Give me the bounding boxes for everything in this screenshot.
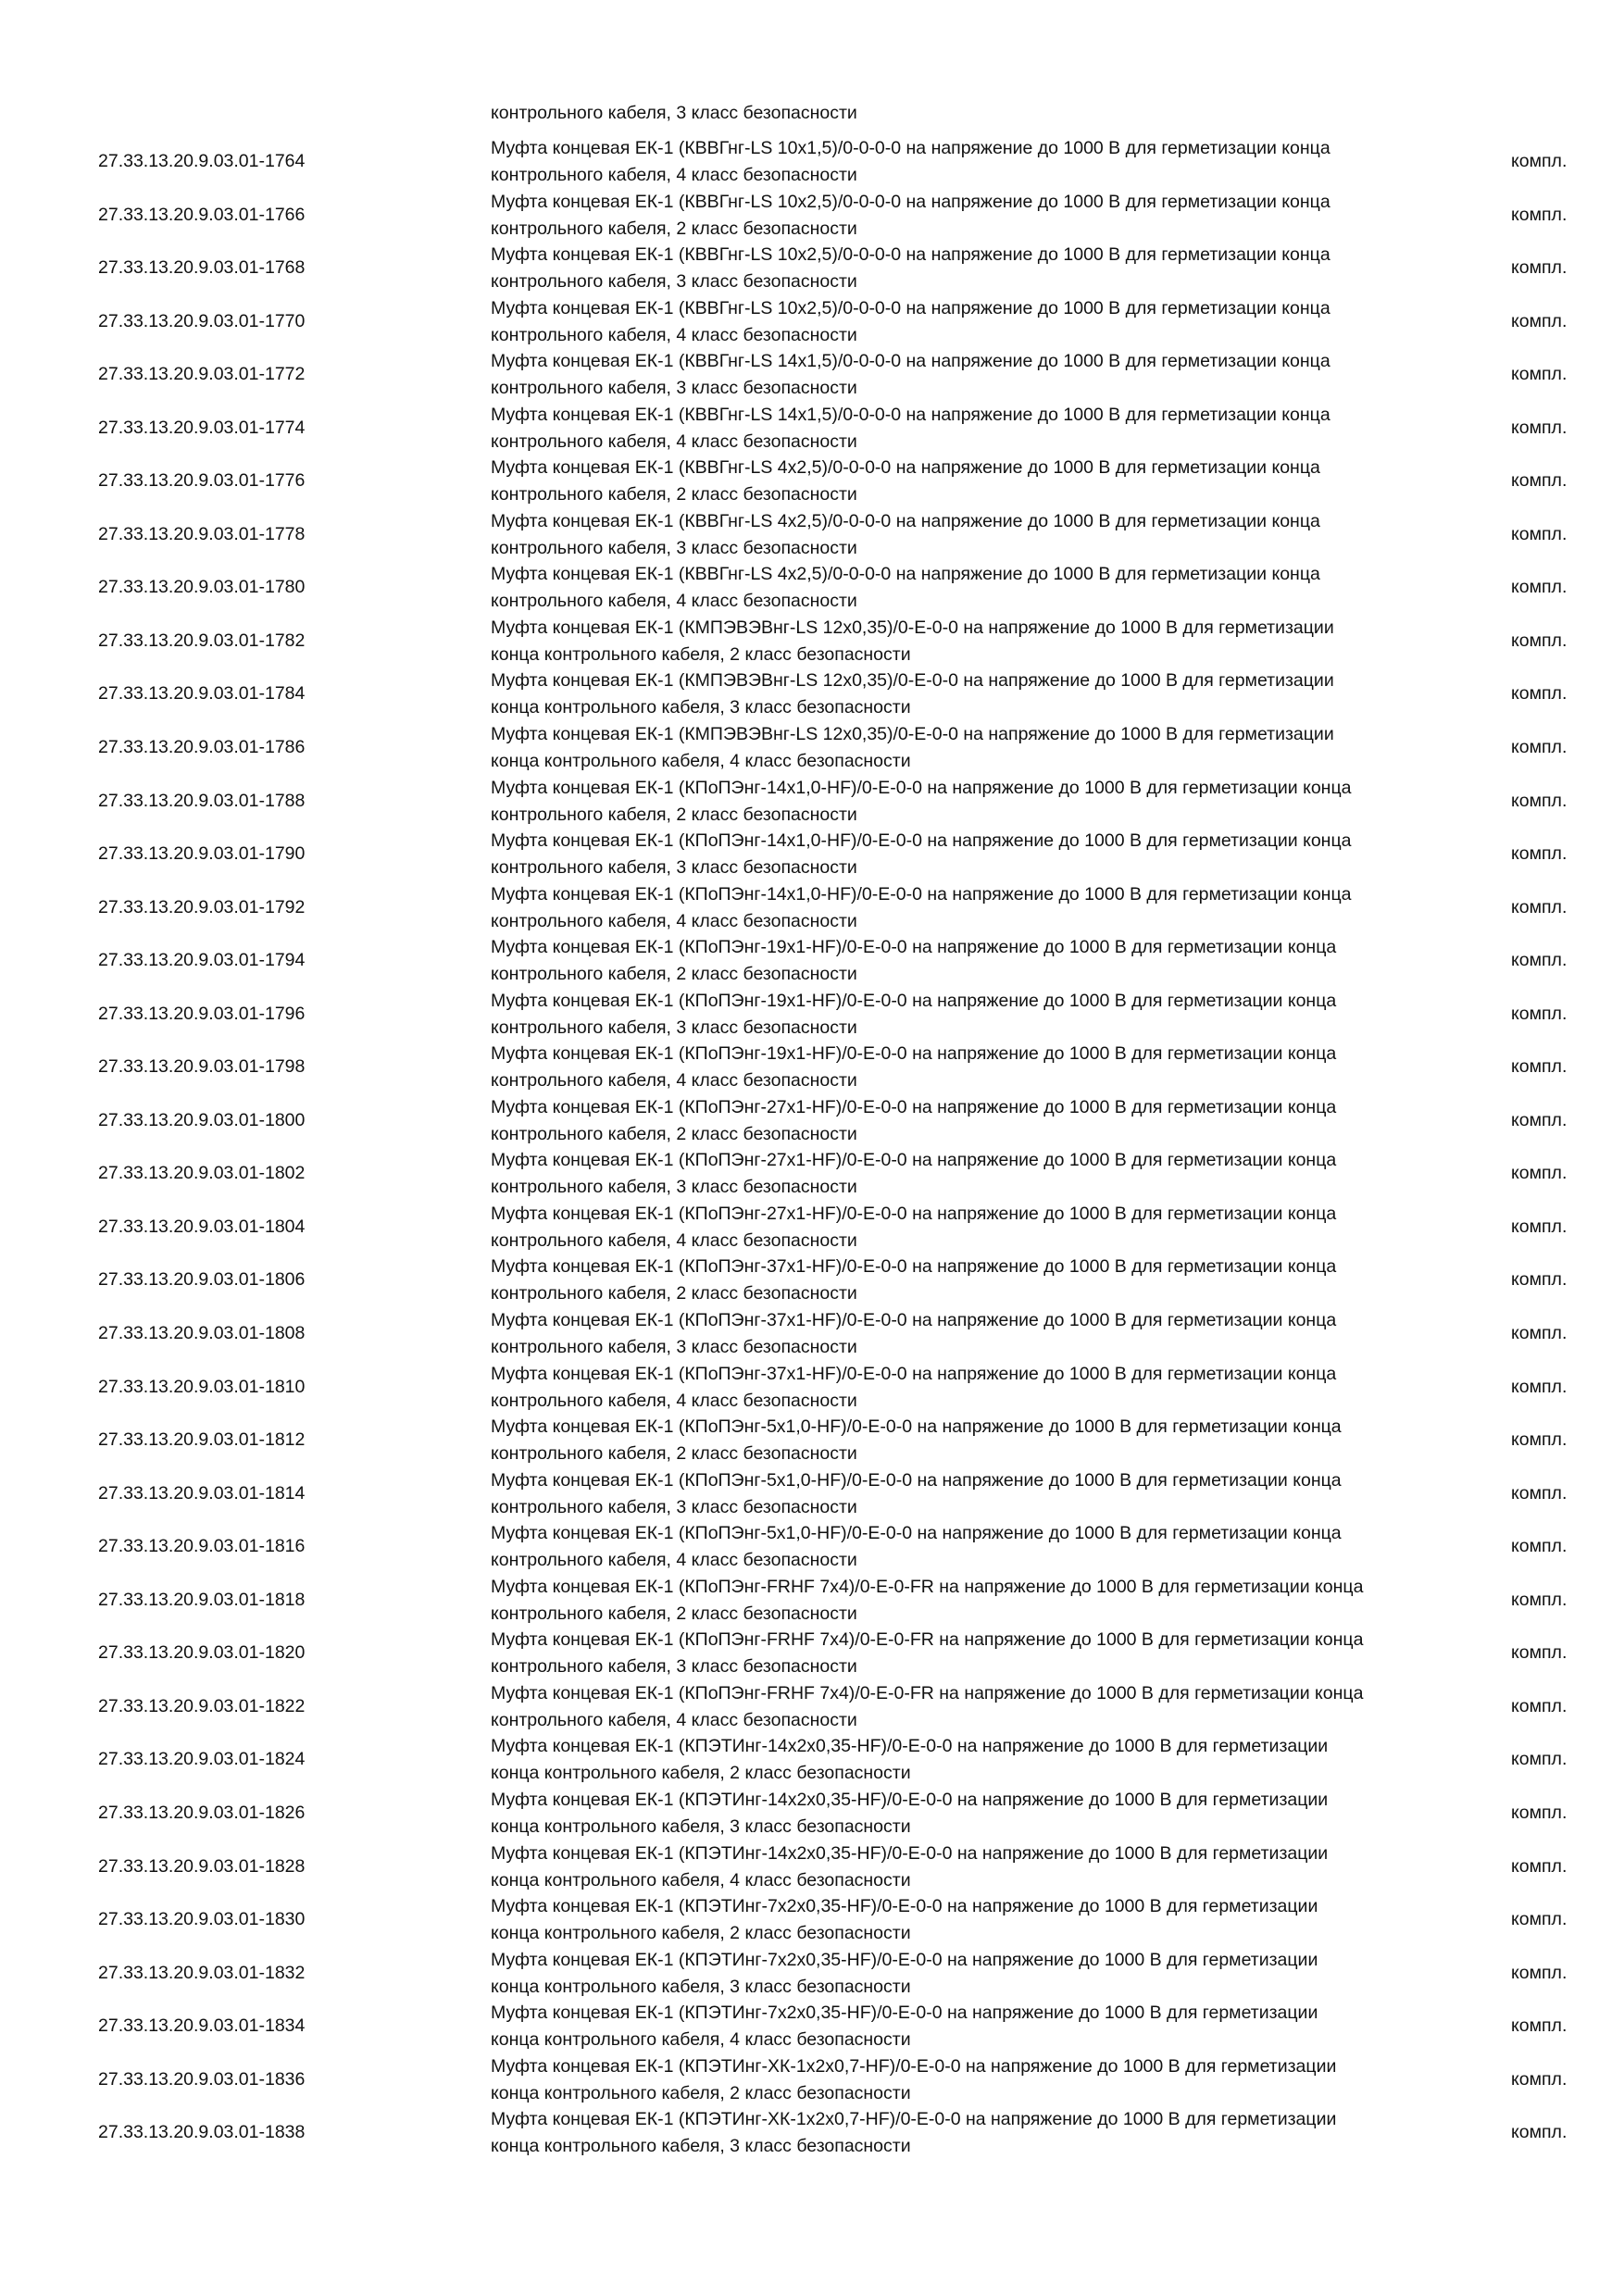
unit-of-measure: компл. (1511, 683, 1568, 705)
table-row (0, 1254, 1624, 1307)
description-line-2: контрольного кабеля, 3 класс безопасности (491, 378, 857, 399)
table-row (0, 2106, 1624, 2160)
table-row (0, 1414, 1624, 1467)
unit-of-measure: компл. (1511, 1589, 1568, 1610)
item-description (491, 2053, 1336, 2107)
description-line-2: контрольного кабеля, 2 класс безопасности (491, 1443, 857, 1465)
description-line-1: Муфта концевая ЕК-1 (КВВГнг-LS 4х2,5)/0-0-0-0 на напряжение до 1000 В для герметизации конца (491, 564, 1320, 585)
item-code: 27.33.13.20.9.03.01-1786 (98, 737, 306, 758)
description-line-2: контрольного кабеля, 3 класс безопасности (491, 1656, 857, 1678)
description-line-2: контрольного кабеля, 3 класс безопасности (491, 537, 857, 558)
table-row (0, 1094, 1624, 1148)
item-description (491, 881, 1351, 935)
item-code: 27.33.13.20.9.03.01-1818 (98, 1589, 306, 1610)
item-code: 27.33.13.20.9.03.01-1832 (98, 1962, 306, 1983)
table-row (0, 348, 1624, 402)
item-description (491, 1361, 1336, 1415)
unit-of-measure: компл. (1511, 630, 1568, 651)
item-code: 27.33.13.20.9.03.01-1814 (98, 1482, 306, 1504)
item-code: 27.33.13.20.9.03.01-1838 (98, 2122, 306, 2143)
item-description (491, 1094, 1336, 1148)
description-line-2: контрольного кабеля, 3 класс безопасности (491, 1017, 857, 1038)
description-line-2: контрольного кабеля, 4 класс безопасности (491, 1229, 857, 1251)
table-row (0, 1147, 1624, 1201)
description-line-2: контрольного кабеля, 2 класс безопасности (491, 804, 857, 825)
description-line-2: контрольного кабеля, 4 класс безопасности (491, 1550, 857, 1571)
item-description (491, 1680, 1363, 1734)
description-line-1: Муфта концевая ЕК-1 (КПоПЭнг-FRHF 7х4)/0-Е-0-FR на напряжение до 1000 В для герметизации конца (491, 1629, 1364, 1651)
description-line-1: Муфта концевая ЕК-1 (КПЭТИнг-ХК-1х2х0,7-HF)/0-Е-0-0 на напряжение до 1000 В для герметизации (491, 2055, 1337, 2077)
item-description (491, 1467, 1342, 1521)
item-description (491, 348, 1330, 402)
table-row (0, 1893, 1624, 1947)
description-line-1: Муфта концевая ЕК-1 (КМПЭВЭВнг-LS 12х0,35)/0-Е-0-0 на напряжение до 1000 В для герметизации (491, 724, 1334, 745)
unit-of-measure: компл. (1511, 843, 1568, 865)
table-row (0, 1520, 1624, 1574)
item-description (491, 1841, 1328, 1894)
unit-of-measure: компл. (1511, 1376, 1568, 1397)
unit-of-measure: компл. (1511, 2122, 1568, 2143)
item-description (491, 242, 1330, 295)
unit-of-measure: компл. (1511, 577, 1568, 598)
description-line-1: Муфта концевая ЕК-1 (КПоПЭнг-5х1,0-HF)/0-Е-0-0 на напряжение до 1000 В для герметизации конца (491, 1469, 1342, 1491)
unit-of-measure: компл. (1511, 1216, 1568, 1237)
description-line-2: конца контрольного кабеля, 3 класс безопасности (491, 2136, 911, 2157)
item-code: 27.33.13.20.9.03.01-1830 (98, 1909, 306, 1930)
unit-of-measure: компл. (1511, 1962, 1568, 1983)
table-row (0, 881, 1624, 935)
unit-of-measure: компл. (1511, 950, 1568, 971)
table-row (0, 2053, 1624, 2107)
description-line-2: контрольного кабеля, 2 класс безопасности (491, 964, 857, 985)
unit-of-measure: компл. (1511, 2068, 1568, 2090)
description-line-1: Муфта концевая ЕК-1 (КПоПЭнг-37х1-HF)/0-Е-0-0 на напряжение до 1000 В для герметизации конца (491, 1310, 1337, 1331)
item-description (491, 1254, 1336, 1307)
item-description (491, 828, 1351, 881)
item-description (491, 1893, 1318, 1947)
description-line-1: Муфта концевая ЕК-1 (КВВГнг-LS 4х2,5)/0-0-0-0 на напряжение до 1000 В для герметизации конца (491, 510, 1320, 531)
description-line-1: Муфта концевая ЕК-1 (КПоПЭнг-19х1-HF)/0-Е-0-0 на напряжение до 1000 В для герметизации конца (491, 990, 1337, 1011)
description-line-2: конца контрольного кабеля, 3 класс безопасности (491, 1976, 911, 1997)
description-line-2: конца контрольного кабеля, 2 класс безопасности (491, 643, 911, 665)
unit-of-measure: компл. (1511, 1482, 1568, 1504)
item-description (491, 1307, 1336, 1361)
description-line-1: Муфта концевая ЕК-1 (КВВГнг-LS 4х2,5)/0-0-0-0 на напряжение до 1000 В для герметизации конца (491, 457, 1320, 479)
table-row (0, 1361, 1624, 1415)
description-line-2: контрольного кабеля, 4 класс безопасности (491, 324, 857, 345)
unit-of-measure: компл. (1511, 1109, 1568, 1130)
unit-of-measure: компл. (1511, 1429, 1568, 1451)
table-row (0, 1841, 1624, 1894)
item-description (491, 775, 1351, 829)
unit-of-measure: компл. (1511, 257, 1568, 279)
unit-of-measure: компл. (1511, 2015, 1568, 2037)
item-code: 27.33.13.20.9.03.01-1794 (98, 950, 306, 971)
description-line-1: Муфта концевая ЕК-1 (КВВГнг-LS 10х2,5)/0-0-0-0 на напряжение до 1000 В для герметизации конца (491, 244, 1330, 266)
unit-of-measure: компл. (1511, 310, 1568, 331)
table-row (0, 668, 1624, 721)
table-row (0, 934, 1624, 988)
item-code: 27.33.13.20.9.03.01-1770 (98, 310, 306, 331)
table-row (0, 1947, 1624, 2001)
table-row (0, 2000, 1624, 2053)
item-description (491, 2106, 1336, 2160)
unit-of-measure: компл. (1511, 1855, 1568, 1877)
price-table (0, 135, 1624, 2160)
item-description (491, 1787, 1328, 1841)
item-code: 27.33.13.20.9.03.01-1784 (98, 683, 306, 705)
description-line-1: Муфта концевая ЕК-1 (КПоПЭнг-27х1-HF)/0-Е-0-0 на напряжение до 1000 В для герметизации конца (491, 1096, 1337, 1117)
item-description (491, 402, 1330, 455)
description-line-2: контрольного кабеля, 4 класс безопасности (491, 430, 857, 452)
description-line-2: контрольного кабеля, 3 класс безопасности (491, 1337, 857, 1358)
item-description (491, 1947, 1318, 2001)
description-line-1: Муфта концевая ЕК-1 (КВВГнг-LS 10х2,5)/0-0-0-0 на напряжение до 1000 В для герметизации конца (491, 297, 1330, 318)
description-line-2: контрольного кабеля, 4 класс безопасности (491, 910, 857, 931)
unit-of-measure: компл. (1511, 1003, 1568, 1024)
unit-of-measure: компл. (1511, 1269, 1568, 1291)
item-code: 27.33.13.20.9.03.01-1810 (98, 1376, 306, 1397)
item-code: 27.33.13.20.9.03.01-1788 (98, 790, 306, 811)
item-code: 27.33.13.20.9.03.01-1812 (98, 1429, 306, 1451)
table-row (0, 1574, 1624, 1628)
item-description (491, 1041, 1336, 1094)
item-code: 27.33.13.20.9.03.01-1836 (98, 2068, 306, 2090)
description-line-1: Муфта концевая ЕК-1 (КПоПЭнг-27х1-HF)/0-Е-0-0 на напряжение до 1000 В для герметизации конца (491, 1150, 1337, 1171)
description-line-1: Муфта концевая ЕК-1 (КПоПЭнг-37х1-HF)/0-Е-0-0 на напряжение до 1000 В для герметизации конца (491, 1256, 1337, 1278)
item-code: 27.33.13.20.9.03.01-1820 (98, 1642, 306, 1664)
continuation-line: контрольного кабеля, 3 класс безопасности (491, 103, 857, 123)
table-row (0, 402, 1624, 455)
unit-of-measure: компл. (1511, 1802, 1568, 1823)
table-row (0, 135, 1624, 189)
item-code: 27.33.13.20.9.03.01-1790 (98, 843, 306, 865)
description-line-1: Муфта концевая ЕК-1 (КПоПЭнг-19х1-HF)/0-Е-0-0 на напряжение до 1000 В для герметизации конца (491, 937, 1337, 958)
item-code: 27.33.13.20.9.03.01-1826 (98, 1802, 306, 1823)
table-row (0, 1307, 1624, 1361)
description-line-1: Муфта концевая ЕК-1 (КПоПЭнг-5х1,0-HF)/0-Е-0-0 на напряжение до 1000 В для герметизации конца (491, 1523, 1342, 1544)
unit-of-measure: компл. (1511, 1909, 1568, 1930)
description-line-2: контрольного кабеля, 4 класс безопасности (491, 1070, 857, 1092)
description-line-1: Муфта концевая ЕК-1 (КПоПЭнг-19х1-HF)/0-Е-0-0 на напряжение до 1000 В для герметизации конца (491, 1043, 1337, 1065)
item-code: 27.33.13.20.9.03.01-1780 (98, 577, 306, 598)
item-description (491, 508, 1320, 562)
description-line-2: конца контрольного кабеля, 2 класс безопасности (491, 1923, 911, 1944)
description-line-1: Муфта концевая ЕК-1 (КВВГнг-LS 14х1,5)/0-0-0-0 на напряжение до 1000 В для герметизации конца (491, 404, 1330, 425)
item-description (491, 988, 1336, 1042)
description-line-1: Муфта концевая ЕК-1 (КПЭТИнг-14х2х0,35-HF)/0-Е-0-0 на напряжение до 1000 В для герметизации (491, 1736, 1329, 1757)
table-row (0, 1201, 1624, 1254)
description-line-2: контрольного кабеля, 3 класс безопасности (491, 1496, 857, 1517)
description-line-1: Муфта концевая ЕК-1 (КМПЭВЭВнг-LS 12х0,35)/0-Е-0-0 на напряжение до 1000 В для герметизации (491, 670, 1334, 692)
item-code: 27.33.13.20.9.03.01-1776 (98, 470, 306, 492)
item-description (491, 934, 1336, 988)
unit-of-measure: компл. (1511, 470, 1568, 492)
description-line-2: контрольного кабеля, 2 класс безопасности (491, 1603, 857, 1624)
item-code: 27.33.13.20.9.03.01-1798 (98, 1056, 306, 1078)
description-line-1: Муфта концевая ЕК-1 (КВВГнг-LS 14х1,5)/0-0-0-0 на напряжение до 1000 В для герметизации конца (491, 351, 1330, 372)
item-code: 27.33.13.20.9.03.01-1828 (98, 1855, 306, 1877)
item-description (491, 1627, 1363, 1680)
item-description (491, 2000, 1318, 2053)
description-line-2: контрольного кабеля, 4 класс безопасности (491, 1709, 857, 1730)
description-line-1: Муфта концевая ЕК-1 (КПЭТИнг-14х2х0,35-HF)/0-Е-0-0 на напряжение до 1000 В для герметизации (491, 1842, 1329, 1864)
description-line-2: контрольного кабеля, 2 класс безопасности (491, 218, 857, 239)
unit-of-measure: компл. (1511, 1323, 1568, 1344)
description-line-1: Муфта концевая ЕК-1 (КПЭТИнг-7х2х0,35-HF)/0-Е-0-0 на напряжение до 1000 В для герметизации (491, 1949, 1318, 1970)
item-code: 27.33.13.20.9.03.01-1806 (98, 1269, 306, 1291)
description-line-2: конца контрольного кабеля, 4 класс безопасности (491, 751, 911, 772)
description-line-1: Муфта концевая ЕК-1 (КПЭТИнг-7х2х0,35-HF)/0-Е-0-0 на напряжение до 1000 В для герметизации (491, 2003, 1318, 2024)
unit-of-measure: компл. (1511, 417, 1568, 438)
table-row (0, 988, 1624, 1042)
description-line-1: Муфта концевая ЕК-1 (КПЭТИнг-7х2х0,35-HF)/0-Е-0-0 на напряжение до 1000 В для герметизации (491, 1896, 1318, 1917)
item-code: 27.33.13.20.9.03.01-1774 (98, 417, 306, 438)
unit-of-measure: компл. (1511, 737, 1568, 758)
table-row (0, 561, 1624, 615)
unit-of-measure: компл. (1511, 1695, 1568, 1716)
table-row (0, 295, 1624, 349)
unit-of-measure: компл. (1511, 896, 1568, 917)
description-line-1: Муфта концевая ЕК-1 (КПЭТИнг-14х2х0,35-HF)/0-Е-0-0 на напряжение до 1000 В для герметизации (491, 1789, 1329, 1810)
item-code: 27.33.13.20.9.03.01-1782 (98, 630, 306, 651)
description-line-1: Муфта концевая ЕК-1 (КПоПЭнг-37х1-HF)/0-Е-0-0 на напряжение до 1000 В для герметизации конца (491, 1363, 1337, 1384)
unit-of-measure: компл. (1511, 151, 1568, 171)
description-line-2: контрольного кабеля, 2 класс безопасности (491, 1123, 857, 1144)
table-row (0, 1787, 1624, 1841)
item-description (491, 1520, 1342, 1574)
item-code: 27.33.13.20.9.03.01-1800 (98, 1109, 306, 1130)
item-description (491, 455, 1320, 508)
table-row (0, 508, 1624, 562)
item-code: 27.33.13.20.9.03.01-1808 (98, 1323, 306, 1344)
table-row (0, 242, 1624, 295)
unit-of-measure: компл. (1511, 523, 1568, 544)
description-line-1: Муфта концевая ЕК-1 (КМПЭВЭВнг-LS 12х0,35)/0-Е-0-0 на напряжение до 1000 В для герметизации (491, 617, 1334, 638)
item-code: 27.33.13.20.9.03.01-1834 (98, 2015, 306, 2037)
description-line-2: контрольного кабеля, 4 класс безопасности (491, 591, 857, 612)
unit-of-measure: компл. (1511, 790, 1568, 811)
table-row (0, 775, 1624, 829)
item-description (491, 1574, 1363, 1628)
description-line-2: конца контрольного кабеля, 4 класс безопасности (491, 1869, 911, 1890)
description-line-1: Муфта концевая ЕК-1 (КПоПЭнг-14х1,0-HF)/0-Е-0-0 на напряжение до 1000 В для герметизации конца (491, 830, 1352, 852)
item-code: 27.33.13.20.9.03.01-1816 (98, 1536, 306, 1557)
item-code: 27.33.13.20.9.03.01-1772 (98, 364, 306, 385)
unit-of-measure: компл. (1511, 1642, 1568, 1664)
item-description (491, 721, 1334, 775)
table-row (0, 828, 1624, 881)
item-description (491, 1733, 1328, 1787)
description-line-2: конца контрольного кабеля, 4 класс безопасности (491, 2029, 911, 2051)
item-description (491, 1201, 1336, 1254)
table-row (0, 1467, 1624, 1521)
description-line-1: Муфта концевая ЕК-1 (КВВГнг-LS 10х2,5)/0-0-0-0 на напряжение до 1000 В для герметизации конца (491, 191, 1330, 212)
table-row (0, 1627, 1624, 1680)
table-row (0, 1041, 1624, 1094)
table-row (0, 455, 1624, 508)
unit-of-measure: компл. (1511, 1536, 1568, 1557)
item-code: 27.33.13.20.9.03.01-1802 (98, 1163, 306, 1184)
description-line-2: контрольного кабеля, 2 класс безопасности (491, 1283, 857, 1304)
description-line-2: контрольного кабеля, 3 класс безопасности (491, 857, 857, 879)
table-row (0, 721, 1624, 775)
item-code: 27.33.13.20.9.03.01-1822 (98, 1695, 306, 1716)
unit-of-measure: компл. (1511, 364, 1568, 385)
unit-of-measure: компл. (1511, 204, 1568, 225)
table-row (0, 189, 1624, 243)
description-line-2: конца контрольного кабеля, 3 класс безопасности (491, 697, 911, 718)
description-line-1: Муфта концевая ЕК-1 (КПоПЭнг-5х1,0-HF)/0-Е-0-0 на напряжение до 1000 В для герметизации конца (491, 1416, 1342, 1438)
item-description (491, 561, 1320, 615)
item-description (491, 668, 1334, 721)
description-line-2: конца контрольного кабеля, 3 класс безопасности (491, 1816, 911, 1837)
description-line-2: контрольного кабеля, 2 класс безопасности (491, 484, 857, 505)
description-line-2: контрольного кабеля, 4 класс безопасности (491, 1390, 857, 1411)
description-line-1: Муфта концевая ЕК-1 (КПоПЭнг-27х1-HF)/0-Е-0-0 на напряжение до 1000 В для герметизации конца (491, 1203, 1337, 1224)
description-line-1: Муфта концевая ЕК-1 (КПоПЭнг-14х1,0-HF)/0-Е-0-0 на напряжение до 1000 В для герметизации конца (491, 883, 1352, 905)
description-line-1: Муфта концевая ЕК-1 (КПоПЭнг-FRHF 7х4)/0-Е-0-FR на напряжение до 1000 В для герметизации конца (491, 1576, 1364, 1597)
description-line-2: конца контрольного кабеля, 2 класс безопасности (491, 1763, 911, 1784)
description-line-2: конца контрольного кабеля, 2 класс безопасности (491, 2082, 911, 2103)
item-code: 27.33.13.20.9.03.01-1824 (98, 1749, 306, 1770)
table-row (0, 1733, 1624, 1787)
description-line-1: Муфта концевая ЕК-1 (КПоПЭнг-14х1,0-HF)/0-Е-0-0 на напряжение до 1000 В для герметизации конца (491, 777, 1352, 798)
description-line-1: Муфта концевая ЕК-1 (КПоПЭнг-FRHF 7х4)/0-Е-0-FR на напряжение до 1000 В для герметизации конца (491, 1682, 1364, 1703)
item-code: 27.33.13.20.9.03.01-1764 (98, 151, 306, 171)
item-description (491, 1147, 1336, 1201)
item-code: 27.33.13.20.9.03.01-1792 (98, 896, 306, 917)
item-code: 27.33.13.20.9.03.01-1804 (98, 1216, 306, 1237)
description-line-2: контрольного кабеля, 3 класс безопасности (491, 271, 857, 293)
item-description (491, 189, 1330, 243)
item-code: 27.33.13.20.9.03.01-1778 (98, 523, 306, 544)
table-row (0, 615, 1624, 668)
item-code: 27.33.13.20.9.03.01-1768 (98, 257, 306, 279)
item-description (491, 295, 1330, 349)
item-description (491, 1414, 1342, 1467)
item-code: 27.33.13.20.9.03.01-1766 (98, 204, 306, 225)
unit-of-measure: компл. (1511, 1163, 1568, 1184)
description-line-1: Муфта концевая ЕК-1 (КВВГнг-LS 10х1,5)/0-0-0-0 на напряжение до 1000 В для герметизации конца (491, 138, 1330, 158)
item-code: 27.33.13.20.9.03.01-1796 (98, 1003, 306, 1024)
item-description (491, 135, 1330, 189)
description-line-1: Муфта концевая ЕК-1 (КПЭТИнг-ХК-1х2х0,7-HF)/0-Е-0-0 на напряжение до 1000 В для герметизации (491, 2109, 1337, 2130)
item-description (491, 615, 1334, 668)
description-line-2: контрольного кабеля, 3 класс безопасности (491, 1177, 857, 1198)
description-line-2: контрольного кабеля, 4 класс безопасности (491, 165, 857, 185)
unit-of-measure: компл. (1511, 1749, 1568, 1770)
table-row (0, 1680, 1624, 1734)
unit-of-measure: компл. (1511, 1056, 1568, 1078)
